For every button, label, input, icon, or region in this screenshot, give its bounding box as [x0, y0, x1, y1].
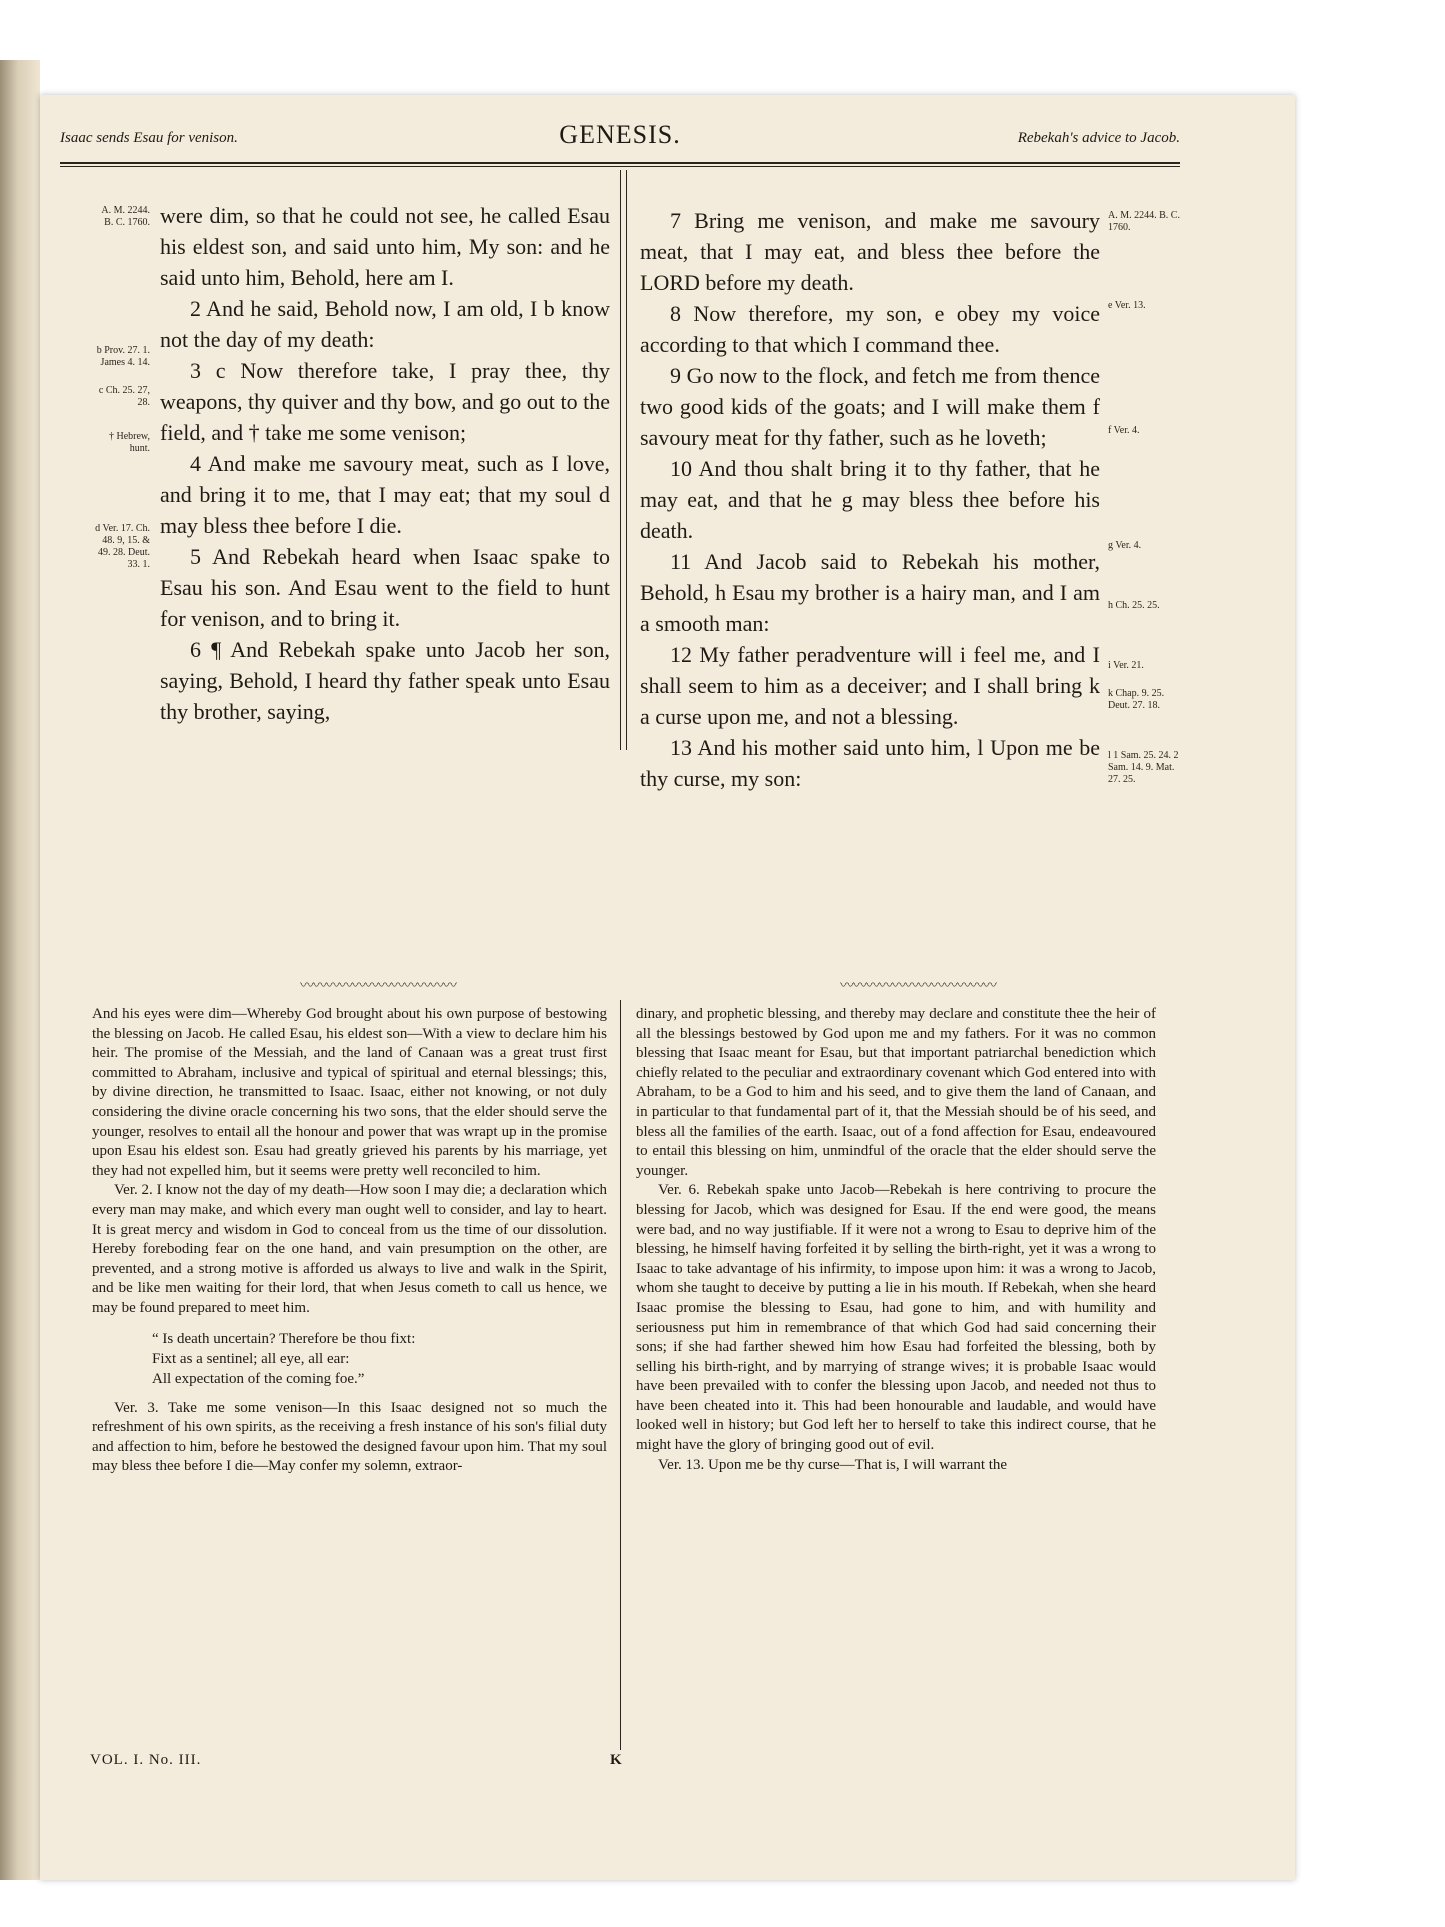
verse: 5 And Rebekah heard when Isaac spake to Esau his son. And Esau went to the field to hunt for venison, and to bring it. [160, 544, 610, 631]
margin-note: l 1 Sam. 25. 24. 2 Sam. 14. 9. Mat. 27. 25. [1108, 750, 1179, 785]
poem-quote [152, 1329, 607, 1389]
poem-line: All expectation of the coming foe.” [152, 1370, 365, 1387]
left-margin-notes [90, 205, 150, 705]
verse: 4 And make me savoury meat, such as I love, and bring it to me, that I may eat; that my soul d may bless thee before I die. [160, 451, 610, 538]
signature-mark: K [610, 1752, 622, 1768]
commentary-divider [620, 1000, 621, 1750]
header-rule-thin [60, 166, 1180, 167]
volume-signature: VOL. I. No. III. [90, 1752, 202, 1768]
header-right: Rebekah's advice to Jacob. [1017, 130, 1180, 146]
commentary-paragraph: dinary, and prophetic blessing, and thereby may declare and constitute thee the heir of all the blessings bestowed by God upon me and my fathers. For it was no common blessing that Isaac meant for Esau, but that important patriarchal benediction which chiefly related to the peculiar and extraordinary covenant which God entered into with Abraham, to be a God to him and his seed, and to give them the land of Canaan, and in particular to that fundamental part of it, that the Messiah should be of his seed, and bless all the families of the earth. Isaac, out of a fond affection for Esau, endeavoured to entail this blessing on him, unmindful of the oracle that the elder should serve the younger. [636, 1006, 1156, 1179]
commentary-right [636, 1005, 1156, 1475]
verse: 8 Now therefore, my son, e obey my voice according to that which I command thee. [640, 301, 1100, 357]
commentary-left [92, 1005, 607, 1477]
margin-note: h Ch. 25. 25. [1108, 600, 1160, 611]
header-left: Isaac sends Esau for venison. [60, 130, 238, 146]
ornament-divider: 〰〰〰〰〰〰〰〰〰〰〰〰 [840, 979, 996, 994]
previous-page-edge [0, 60, 40, 1880]
poem-line: Fixt as a sentinel; all eye, all ear: [152, 1350, 350, 1367]
margin-note: A. M. 2244. B. C. 1760. [1108, 210, 1180, 233]
margin-note: f Ver. 4. [1108, 425, 1140, 436]
book-title: GENESIS. [559, 120, 681, 149]
commentary-paragraph: Ver. 2. I know not the day of my death—How soon I may die; a declaration which every man may make, and which every man ought well to consider, and lay to heart. It is great mercy and wisdom in God to conceal from us the time of our dissolution. Hereby foreboding fear on the one hand, and vain presumption on the other, are prevented, and a strong motive is afforded us always to live and walk in the Spirit, and be like men waiting for their lord, that when Jesus cometh to call us hence, we may be found prepared to meet him. [92, 1182, 607, 1316]
margin-note: k Chap. 9. 25. Deut. 27. 18. [1108, 688, 1165, 711]
margin-note: b Prov. 27. 1. James 4. 14. [96, 345, 150, 368]
margin-note: g Ver. 4. [1108, 540, 1142, 551]
column-divider [626, 170, 627, 750]
commentary-paragraph: And his eyes were dim—Whereby God brought about his own purpose of bestowing the blessing on Jacob. He called Esau, his eldest son—With a view to declare him his heir. The promise of the Messiah, and the land of Canaan was a great trust first committed to Abraham, inclusive and typical of spiritual and eternal blessings; this, by divine direction, he transmitted to Isaac. Isaac, either not knowing, or not duly considering the divine oracle concerning his two sons, that the elder should serve the younger, resolves to entail all the honour and power that was wrapt up in the promise upon Esau his eldest son. Esau had greatly grieved his parents by his marriage, yet they had not expelled him, but it seems were pretty well reconciled to him. [92, 1006, 607, 1179]
column-divider [620, 170, 621, 750]
header-rule [60, 162, 1180, 164]
verse: 9 Go now to the flock, and fetch me from thence two good kids of the goats; and I will make them f savoury meat for thy father, such as he loveth; [640, 363, 1100, 450]
verse: 2 And he said, Behold now, I am old, I b know not the day of my death: [160, 296, 610, 352]
verse: 13 And his mother said unto him, l Upon me be thy curse, my son: [640, 735, 1100, 791]
commentary-paragraph: Ver. 3. Take me some venison—In this Isaac designed not so much the refreshment of his own spirits, as the receiving a fresh instance of his son's filial duty and affection to him, before he bestowed the designed favour upon him. That my soul may bless thee before I die—May confer my solemn, extraor- [92, 1399, 607, 1475]
scripture-left-column [160, 200, 610, 727]
poem-line: “ Is death uncertain? Therefore be thou fixt: [152, 1330, 416, 1347]
verse: 11 And Jacob said to Rebekah his mother, Behold, h Esau my brother is a hairy man, and I am a smooth man: [640, 549, 1100, 636]
margin-note: † Hebrew, hunt. [108, 431, 150, 454]
ornament-divider: 〰〰〰〰〰〰〰〰〰〰〰〰 [300, 979, 456, 994]
commentary-paragraph: Ver. 13. Upon me be thy curse—That is, I will warrant the [658, 1456, 1008, 1473]
verse: 10 And thou shalt bring it to thy father, that he may eat, and that he g may bless thee before his death. [640, 456, 1100, 543]
margin-note: d Ver. 17. Ch. 48. 9, 15. & 49. 28. Deut. 33. 1. [95, 523, 150, 570]
margin-note: e Ver. 13. [1108, 300, 1146, 311]
scripture-right-column [640, 205, 1100, 794]
verse: were dim, so that he could not see, he called Esau his eldest son, and said unto him, My son: and he said unto him, Behold, here am I. [160, 203, 610, 290]
margin-note: i Ver. 21. [1108, 660, 1144, 671]
running-header [60, 118, 1180, 158]
commentary-paragraph: Ver. 6. Rebekah spake unto Jacob—Rebekah is here contriving to procure the blessing for Jacob, which was designed for Esau. If the end were good, the means were bad, and no way justifiable. If it were not a wrong to Esau to deprive him of the blessing, he himself having forfeited it by selling the birth-right, yet it was a wrong to Isaac to take advantage of his infirmity, to impose upon him: it was a wrong to Jacob, whom she taught to deceive by putting a lie in his mouth. If Rebekah, when she heard Isaac promise the blessing to Esau, had gone to him, and with humility and seriousness put him in remembrance of that which God had said concerning their sons; if she had farther shewed him how Esau had forfeited the blessing, both by selling his birth-right, and by marrying of strange wives; it is probable Isaac would have been prevailed with to confer the blessing upon Jacob, and needed not thus to have been cheated into it. This had been honourable and laudable, and would have looked well in history; but God left her to herself to take this indirect course, that he might have the glory of bringing good out of evil. [636, 1182, 1156, 1454]
verse: 6 ¶ And Rebekah spake unto Jacob her son, saying, Behold, I heard thy father speak unto Esau thy brother, saying, [160, 637, 610, 724]
verse: 7 Bring me venison, and make me savoury meat, that I may eat, and bless thee before the LORD before my death. [640, 208, 1100, 295]
margin-note: c Ch. 25. 27, 28. [98, 385, 150, 408]
margin-note: A. M. 2244. B. C. 1760. [101, 205, 150, 228]
verse: 3 c Now therefore take, I pray thee, thy weapons, thy quiver and thy bow, and go out to the field, and † take me some venison; [160, 358, 610, 445]
verse: 12 My father peradventure will i feel me, and I shall seem to him as a deceiver; and I shall bring k a curse upon me, and not a blessing. [640, 642, 1100, 729]
right-margin-notes [1108, 210, 1188, 785]
